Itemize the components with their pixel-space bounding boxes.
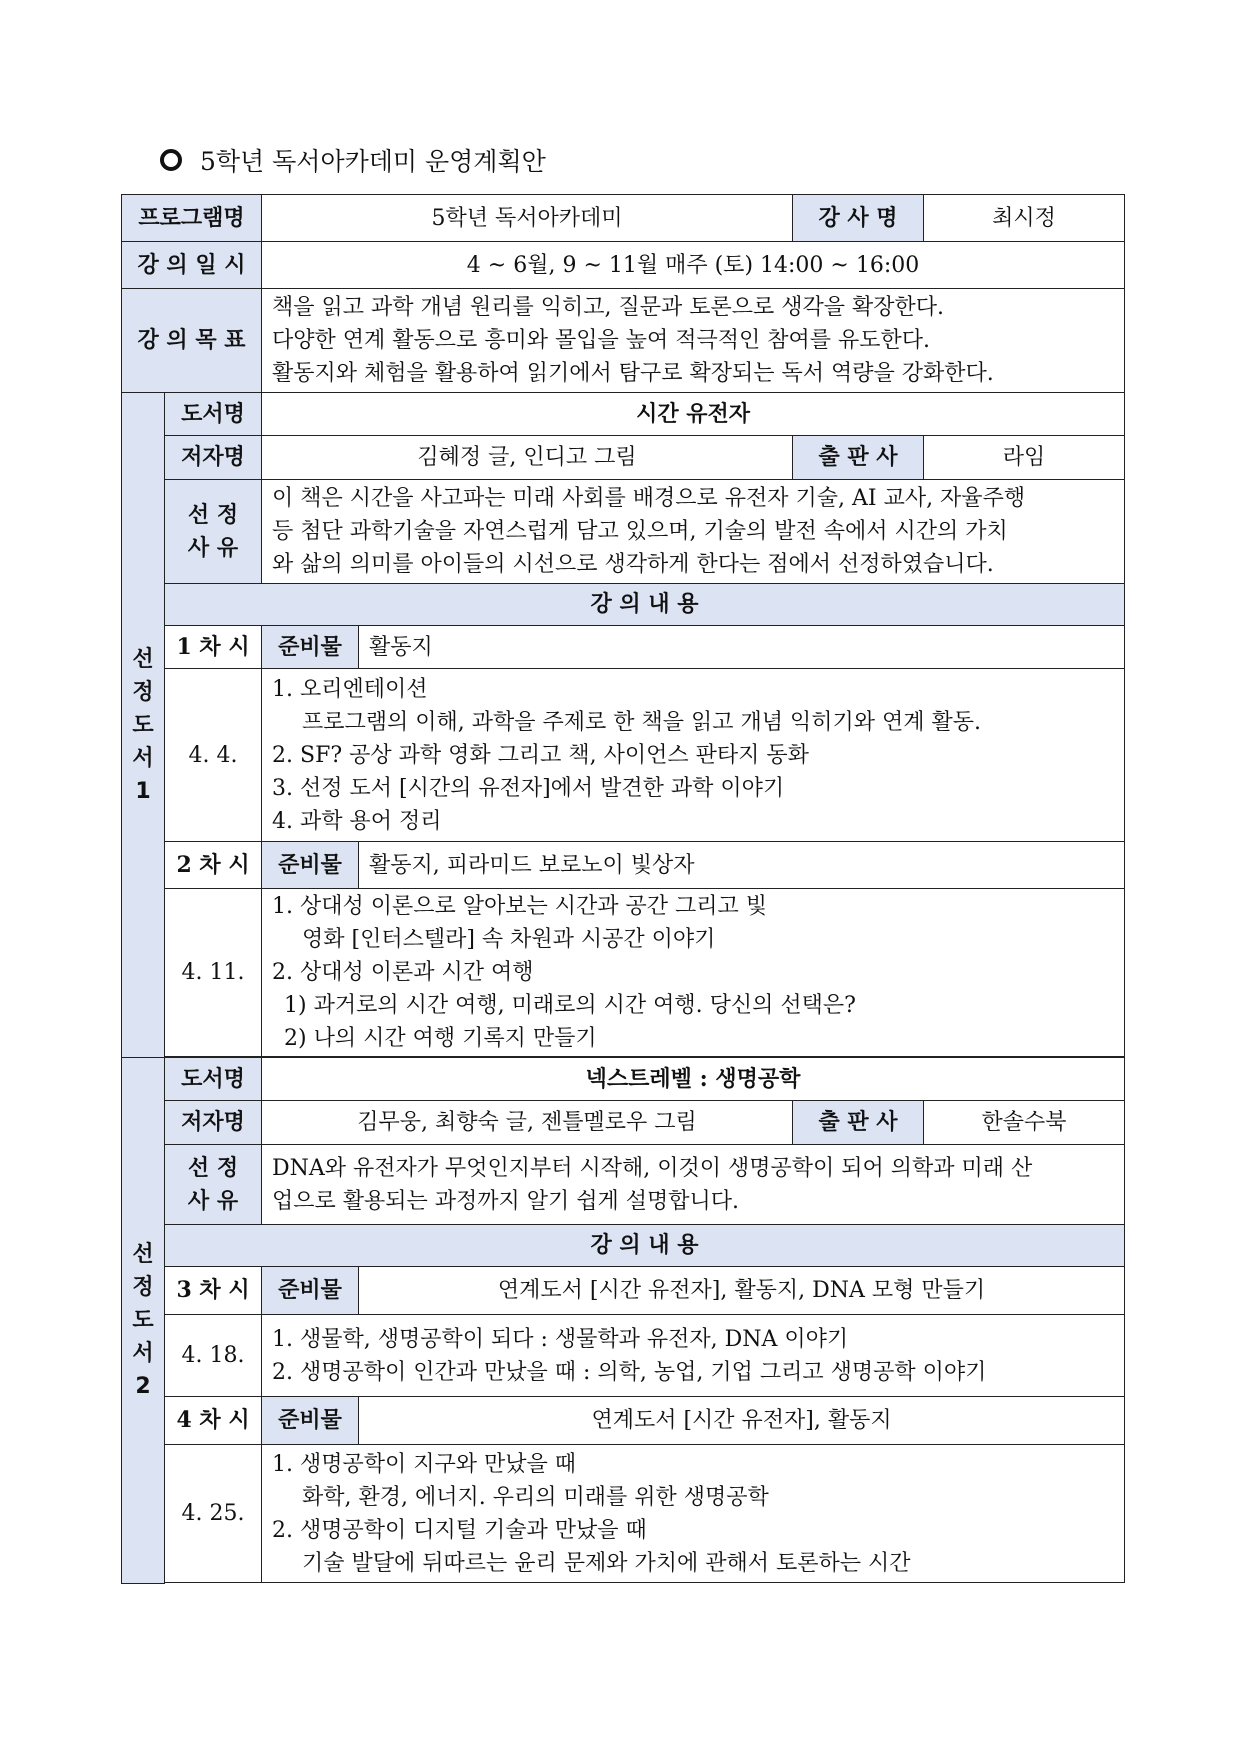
session3-prep: 연계도서 [시간 유전자], 활동지, DNA 모형 만들기 xyxy=(359,1267,1125,1315)
book1-content-label: 강 의 내 용 xyxy=(165,584,1125,626)
session2-no: 2 차 시 xyxy=(165,842,262,889)
book2-title-label: 도서명 xyxy=(165,1058,262,1101)
book2-title: 넥스트레벨 : 생명공학 xyxy=(262,1058,1125,1101)
session4-date: 4. 25. xyxy=(165,1445,262,1583)
session2-header xyxy=(122,842,1125,889)
book1-content-header xyxy=(122,584,1125,626)
session2-body xyxy=(122,889,1125,1057)
book1-author-row xyxy=(122,436,1125,480)
goals-value xyxy=(262,289,1125,393)
book2-reason-label: 선 정 사 유 xyxy=(165,1145,262,1225)
session1-no: 1 차 시 xyxy=(165,626,262,669)
book1-author: 김혜정 글, 인디고 그림 xyxy=(262,436,793,480)
session1-content: 1. 오리엔테이션 프로그램의 이해, 과학을 주제로 한 책을 읽고 개념 익히기와 연계 활동. 2. SF? 공상 과학 영화 그리고 책, 사이언스 판타지 동화 3. 선정 도서 [시간의 유전자]에서 발견한 과학 이야기 4. 과학 용어 정리 xyxy=(262,669,1125,842)
goals-row xyxy=(122,289,1125,393)
session1-prep-label: 준비물 xyxy=(262,626,359,669)
schedule-value: 4 ~ 6월, 9 ~ 11월 매주 (토) 14:00 ~ 16:00 xyxy=(262,242,1125,289)
instructor-name: 최시정 xyxy=(924,195,1125,242)
book2-author-row xyxy=(122,1101,1125,1145)
book2-reason: DNA와 유전자가 무엇인지부터 시작해, 이것이 생명공학이 되어 의학과 미래 산 업으로 활용되는 과정까지 알기 쉽게 설명합니다. xyxy=(262,1145,1125,1225)
session4-prep: 연계도서 [시간 유전자], 활동지 xyxy=(359,1397,1125,1445)
book2-publisher: 한솔수북 xyxy=(924,1101,1125,1145)
book2-content-label: 강 의 내 용 xyxy=(165,1225,1125,1267)
goal-line: 활동지와 체험을 활용하여 읽기에서 탐구로 확장되는 독서 역량을 강화한다. xyxy=(272,361,994,386)
session3-header xyxy=(122,1267,1125,1315)
session2-content: 1. 상대성 이론으로 알아보는 시간과 공간 그리고 빛 영화 [인터스텔라] 속 차원과 시공간 이야기 2. 상대성 이론과 시간 여행 1) 과거로의 시간 여행, 미래로의 시간 여행. 당신의 선택은? 2) 나의 시간 여행 기록지 만들기 xyxy=(262,889,1125,1057)
session3-content: 1. 생물학, 생명공학이 되다 : 생물학과 유전자, DNA 이야기 2. 생명공학이 인간과 만났을 때 : 의학, 농업, 기업 그리고 생명공학 이야기 xyxy=(262,1315,1125,1397)
book2-publisher-label: 출 판 사 xyxy=(793,1101,924,1145)
session4-prep-label: 준비물 xyxy=(262,1397,359,1445)
session1-prep: 활동지 xyxy=(359,626,1125,669)
session4-header xyxy=(122,1397,1125,1445)
book1-title: 시간 유전자 xyxy=(262,393,1125,436)
book1-author-label: 저자명 xyxy=(165,436,262,480)
schedule-row xyxy=(122,242,1125,289)
circle-bullet-icon xyxy=(160,149,182,171)
document-title-text: 5학년 독서아카데미 운영계획안 xyxy=(200,147,546,176)
session2-date: 4. 11. xyxy=(165,889,262,1057)
book1-title-row xyxy=(122,393,1125,436)
book1-publisher-label: 출 판 사 xyxy=(793,436,924,480)
plan-table xyxy=(121,194,1125,1584)
session3-body xyxy=(122,1315,1125,1397)
session4-content: 1. 생명공학이 지구와 만났을 때 화학, 환경, 에너지. 우리의 미래를 위한 생명공학 2. 생명공학이 디지털 기술과 만났을 때 기술 발달에 뒤따르는 윤리 문제와 가치에 관해서 토론하는 시간 xyxy=(262,1445,1125,1583)
book1-title-label: 도서명 xyxy=(165,393,262,436)
goal-line: 다양한 연계 활동으로 흥미와 몰입을 높여 적극적인 참여를 유도한다. xyxy=(272,328,931,353)
book2-author: 김무웅, 최향숙 글, 젠틀멜로우 그림 xyxy=(262,1101,793,1145)
book2-author-label: 저자명 xyxy=(165,1101,262,1145)
session4-no: 4 차 시 xyxy=(165,1397,262,1445)
book1-publisher: 라임 xyxy=(924,436,1125,480)
schedule-label: 강 의 일 시 xyxy=(122,242,262,289)
session4-body xyxy=(122,1445,1125,1583)
book1-reason-row xyxy=(122,480,1125,584)
goal-line: 책을 읽고 과학 개념 원리를 익히고, 질문과 토론으로 생각을 확장한다. xyxy=(272,295,944,320)
session3-date: 4. 18. xyxy=(165,1315,262,1397)
book1-reason: 이 책은 시간을 사고파는 미래 사회를 배경으로 유전자 기술, AI 교사, 자율주행 등 첨단 과학기술을 자연스럽게 담고 있으며, 기술의 발전 속에서 시간의 가치 와 삶의 의미를 아이들의 시선으로 생각하게 한다는 점에서 선정하였습니다. xyxy=(262,480,1125,584)
session2-prep-label: 준비물 xyxy=(262,842,359,889)
program-name: 5학년 독서아카데미 xyxy=(262,195,793,242)
instructor-label: 강 사 명 xyxy=(793,195,924,242)
session3-prep-label: 준비물 xyxy=(262,1267,359,1315)
document-title xyxy=(160,142,546,178)
session1-date: 4. 4. xyxy=(165,669,262,842)
book2-group-label: 선 정 도 서 2 xyxy=(122,1058,165,1584)
book2-content-header xyxy=(122,1225,1125,1267)
program-label: 프로그램명 xyxy=(122,195,262,242)
book2-reason-row xyxy=(122,1145,1125,1225)
book1-reason-label: 선 정 사 유 xyxy=(165,480,262,584)
session2-prep: 활동지, 피라미드 보로노이 빛상자 xyxy=(359,842,1125,889)
program-row xyxy=(122,195,1125,242)
goals-label: 강 의 목 표 xyxy=(122,289,262,393)
session1-body xyxy=(122,669,1125,842)
session1-header xyxy=(122,626,1125,669)
book2-title-row xyxy=(122,1058,1125,1101)
session3-no: 3 차 시 xyxy=(165,1267,262,1315)
book1-group-label: 선 정 도 서 1 xyxy=(122,393,165,1058)
